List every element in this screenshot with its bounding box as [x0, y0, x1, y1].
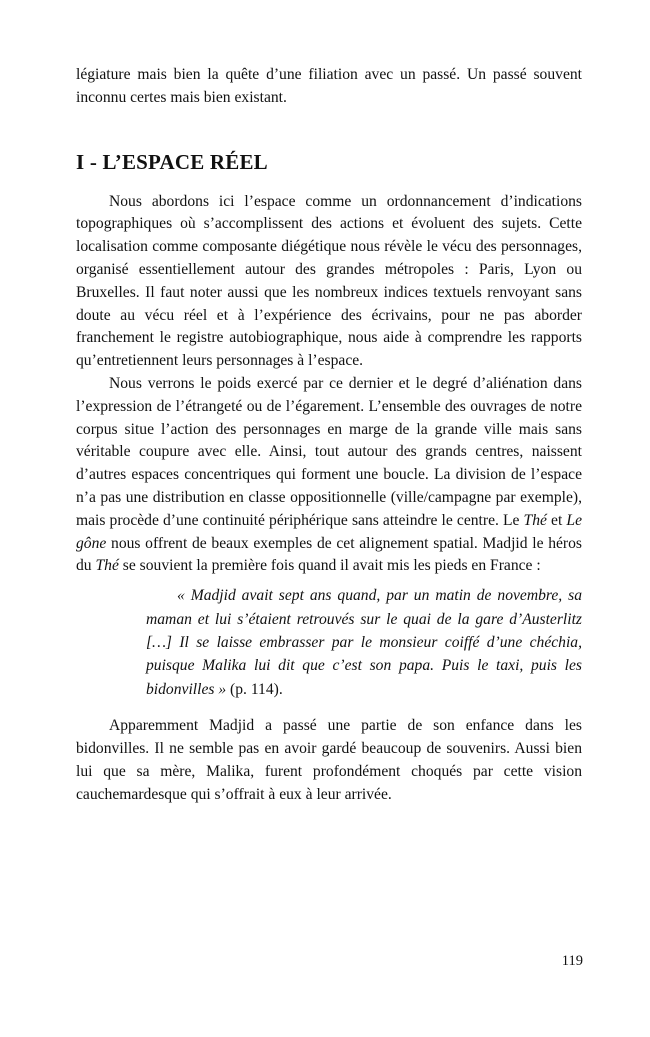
book-title-the-2: Thé	[95, 557, 119, 575]
quotation-text: « Madjid avait sept ans quand, par un matin de novembre, sa maman et lui s’étaient retrouvés sur le quai de la gare d’Austerlitz […] Il se laisse embrasser par le monsieur coiffé d’une chéchia, puisque Malika lui dit que c’est son papa. Puis le taxi, puis les bidonvilles »	[146, 587, 582, 698]
paragraph-2-text-b: et	[551, 511, 563, 529]
paragraph-2-text-d: se souvient la première fois quand il avait mis les pieds en France :	[122, 557, 541, 575]
paragraph-2-text-a: Nous verrons le poids exercé par ce dernier et le degré d’aliénation dans l’expression de l’étrangeté ou de l’égarement. L’ensemble des ouvrages de notre corpus situe l’action des personnages en marge de la grande ville mais sans véritable coupure avec elle. Ainsi, tout autour des grands centres, naissent d’autres espaces concentriques qui forment une boucle. La division de l’espace n’a pas une distribution en classe oppositionnelle (ville/campagne par exemple), mais procède d’une continuité périphérique sans atteindre le centre. Le	[76, 374, 582, 529]
body-paragraph-3: Apparemment Madjid a passé une partie de son enfance dans les bidonvilles. Il ne semble pas en avoir gardé beaucoup de souvenirs. Aussi bien lui que sa mère, Malika, furent profondément choqués par cette vision cauchemardesque qui s’offrait à eux à leur arrivée.	[76, 717, 582, 803]
paragraph-2-text-c: nous offrent de beaux exemples de cet alignement spatial. Madjid le héros du	[76, 534, 582, 575]
section-heading: I - L’ESPACE RÉEL	[76, 149, 268, 174]
quotation-paragraph	[146, 584, 582, 701]
body-paragraph-1: Nous abordons ici l’espace comme un ordonnancement d’indications topographiques où s’accomplissent des actions et évoluent des sujets. Cette localisation comme composante diégétique nous révèle le vécu des personnages, organisé essentiellement autour des grandes métropoles : Paris, Lyon ou Bruxelles. Il faut noter aussi que les nombreux indices textuels renvoyant sans doute au vécu réel et à l’expérience des écrivains, pour ne pas aborder franchement le registre autobiographique, nous aide à comprendre les rapports qu’entretiennent leurs personnages à l’espace.	[76, 192, 582, 370]
book-title-the: Thé	[523, 511, 547, 529]
body-paragraph-2	[76, 373, 582, 578]
opening-paragraph: légiature mais bien la quête d’une filiation avec un passé. Un passé souvent inconnu certes mais bien existant.	[76, 66, 582, 106]
book-title-le-gone: Le gône	[76, 511, 583, 552]
page-number: 119	[561, 953, 583, 969]
quotation-reference: (p. 114).	[230, 680, 283, 698]
book-page	[76, 64, 582, 806]
block-quotation	[146, 584, 582, 701]
